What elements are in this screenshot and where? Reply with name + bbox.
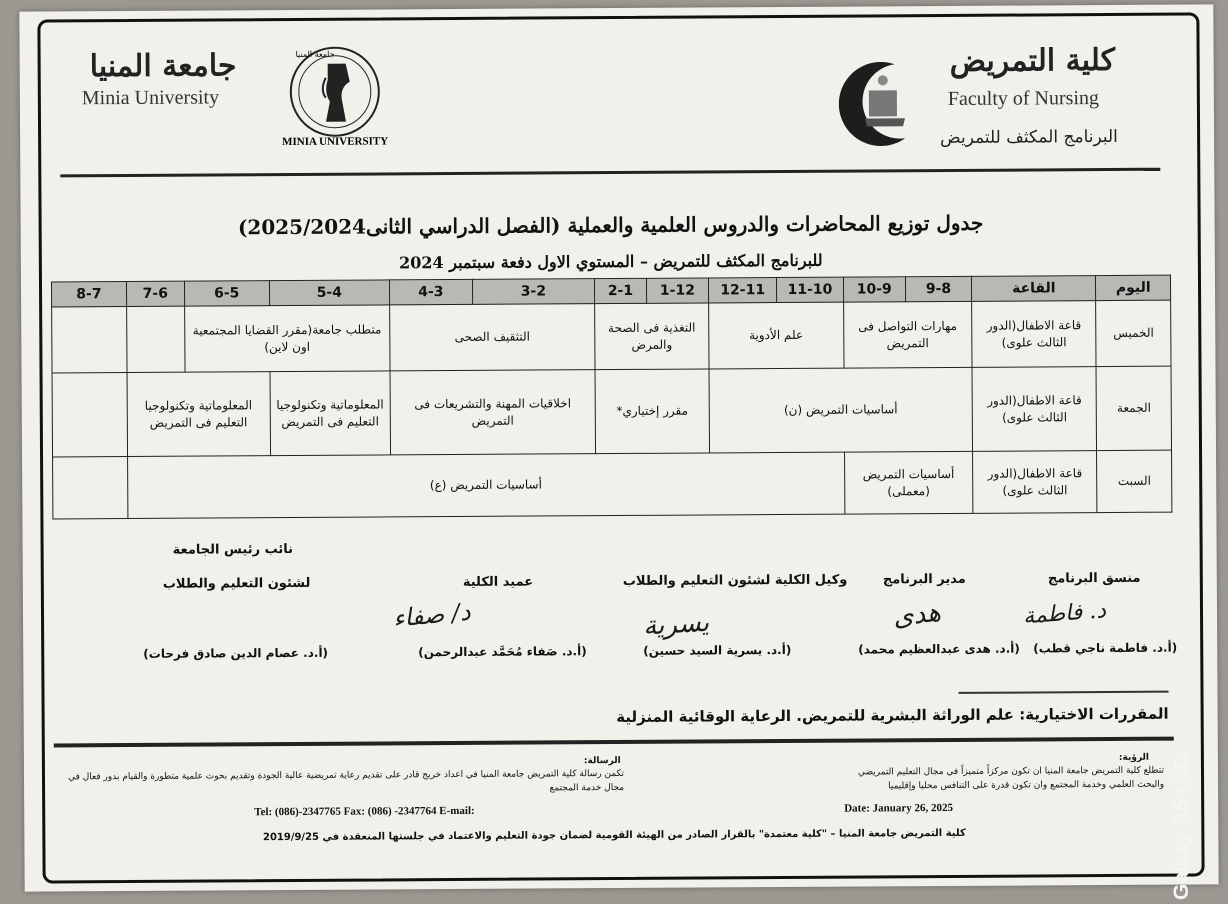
empty-cell bbox=[53, 457, 128, 519]
course-cell: علم الأدوية bbox=[709, 302, 844, 369]
director-name: (أ.د. هدى عبدالعظيم محمد) bbox=[858, 641, 1020, 657]
header-room: القاعة bbox=[972, 276, 1096, 302]
course-cell: مهارات التواصل فى التمريض bbox=[843, 301, 972, 368]
vp-title-line1: نائب رئيس الجامعة bbox=[172, 541, 294, 558]
director-signature: هدى bbox=[891, 597, 943, 633]
header-slot: 7-6 bbox=[126, 281, 184, 306]
table-row-thursday bbox=[52, 300, 1171, 373]
header-slot: 6-5 bbox=[184, 281, 269, 307]
header-slot: 3-2 bbox=[472, 279, 594, 305]
vp-name: (أ.د. عصام الدين صادق فرحات) bbox=[143, 645, 329, 661]
table-row-saturday bbox=[53, 450, 1172, 519]
day-cell: الخميس bbox=[1096, 300, 1171, 366]
vice-dean-name: (أ.د. يسرية السيد حسين) bbox=[643, 642, 792, 658]
header-slot: 5-4 bbox=[269, 280, 389, 306]
minia-university-arabic-name: جامعة المنيا bbox=[89, 48, 237, 85]
dean-signature: د/ صفاء bbox=[391, 597, 472, 633]
vision-label: الرؤية: bbox=[1118, 752, 1150, 763]
room-cell: قاعة الاطفال(الدور الثالث علوى) bbox=[973, 451, 1098, 514]
header-slot: 12-11 bbox=[708, 278, 777, 303]
vision-text: تتطلع كلية التمريض جامعة المنيا ان تكون مركزاً متميزاً في مجال التعليم التمريضي والبحث العلمي وخدمة المجتمع وان تكون قدرة على التنافس محليا وإقليميا bbox=[857, 765, 1165, 791]
header-day: اليوم bbox=[1096, 275, 1171, 300]
course-cell: متطلب جامعة(مقرر القضايا المجتمعية اون لاين) bbox=[184, 305, 390, 372]
schedule-subtitle: للبرنامج المكثف للتمريض – المستوي الاول دفعة سبتمبر 2024 bbox=[399, 250, 823, 273]
faculty-of-nursing-emblem bbox=[825, 52, 926, 153]
day-cell: السبت bbox=[1097, 450, 1172, 512]
course-cell: أساسيات التمريض (ن) bbox=[709, 367, 973, 453]
coordinator-title: منسق البرنامج bbox=[1047, 570, 1141, 587]
course-cell: اخلاقيات المهنة والتشريعات فى التمريض bbox=[390, 370, 596, 455]
schedule-title: جدول توزيع المحاضرات والدروس العلمية والعملية (الفصل الدراسي الثانى2025/2024) bbox=[237, 210, 984, 240]
vice-dean-title: وكيل الكلية لشئون التعليم والطلاب bbox=[622, 572, 848, 589]
electives-note: المقررات الاختيارية: علم الوراثة البشرية للتمريض. الرعاية الوقائية المنزلية bbox=[616, 704, 1169, 727]
course-cell: التثقيف الصحى bbox=[389, 304, 595, 371]
crescent-emblem-icon bbox=[825, 52, 926, 153]
course-cell bbox=[126, 306, 184, 372]
director-title: مدير البرنامج bbox=[882, 571, 966, 588]
program-name: البرنامج المكثف للتمريض bbox=[940, 126, 1118, 149]
header-slot: 4-3 bbox=[389, 279, 472, 305]
document-date: Date: January 26, 2025 bbox=[844, 801, 954, 815]
room-cell: قاعة الاطفال(الدور الثالث علوى) bbox=[972, 367, 1097, 452]
minia-seal-english-text: MINIA UNIVERSITY bbox=[282, 135, 389, 149]
coordinator-name: (أ.د. فاطمة ناجي قطب) bbox=[1033, 640, 1178, 656]
vp-title-line2: لشئون التعليم والطلاب bbox=[162, 575, 311, 592]
empty-cell bbox=[52, 373, 127, 457]
faculty-of-nursing-english-name: Faculty of Nursing bbox=[947, 87, 1100, 110]
faculty-of-nursing-arabic-name: كلية التمريض bbox=[949, 42, 1116, 79]
header-slot: 11-10 bbox=[777, 277, 843, 302]
document-page bbox=[19, 4, 1218, 891]
dean-name: (أ.د. صَفاء مُحَمَّد عبدالرحمن) bbox=[418, 644, 587, 660]
header-slot: 1-12 bbox=[646, 278, 708, 303]
header-slot: 2-1 bbox=[594, 278, 646, 303]
course-cell: التغذية فى الصحة والمرض bbox=[595, 303, 709, 370]
course-cell: المعلوماتية وتكنولوجيا التعليم فى التمريض bbox=[127, 372, 270, 457]
minia-seal-arabic-text: جامعة المنيا bbox=[295, 49, 335, 59]
empty-cell bbox=[52, 307, 127, 373]
room-cell: قاعة الاطفال(الدور الثالث علوى) bbox=[972, 301, 1097, 368]
header-slot: 9-8 bbox=[905, 276, 971, 301]
mission-text: تكمن رسالة كلية التمريض جامعة المنيا في اعداد خريج قادر على تقديم رعاية تمريضية عالية الجودة وتقديم بحوث علمية متطورة والقيام بدور فعال في مجال خدمة المجتمع bbox=[68, 768, 625, 793]
header-slot: 8-7 bbox=[51, 282, 126, 307]
course-cell: المعلوماتية وتكنولوجيا التعليم فى التمريض bbox=[270, 371, 391, 456]
mission-label: الرسالة: bbox=[583, 755, 621, 767]
table-row-friday bbox=[52, 366, 1171, 457]
course-cell: مقرر إختياري* bbox=[595, 369, 709, 454]
minia-university-seal bbox=[280, 41, 391, 152]
course-cell: أساسيات التمريض (ع) bbox=[127, 452, 844, 518]
device-watermark: Galaxy A54 5G bbox=[1170, 753, 1193, 900]
schedule-table bbox=[51, 275, 1172, 520]
dean-title: عميد الكلية bbox=[462, 574, 534, 590]
vice-dean-signature: يسرية bbox=[642, 607, 710, 642]
day-cell: الجمعة bbox=[1096, 366, 1171, 450]
contact-info: Tel: (086)-2347765 Fax: (086) -2347764 E-mail: bbox=[254, 804, 475, 819]
minia-university-english-name: Minia University bbox=[81, 86, 220, 110]
course-cell: أساسيات التمريض (معملى) bbox=[844, 451, 973, 514]
header-slot: 10-9 bbox=[843, 277, 905, 302]
coordinator-signature: د. فاطمة bbox=[1022, 598, 1107, 630]
accreditation-note: كلية التمريض جامعة المنيا – "كلية معتمدة" بالقرار الصادر من الهيئة القومية لضمان جودة التعليم والاعتماد في جلستها المنعقدة في 2019/9/25 bbox=[262, 827, 966, 844]
